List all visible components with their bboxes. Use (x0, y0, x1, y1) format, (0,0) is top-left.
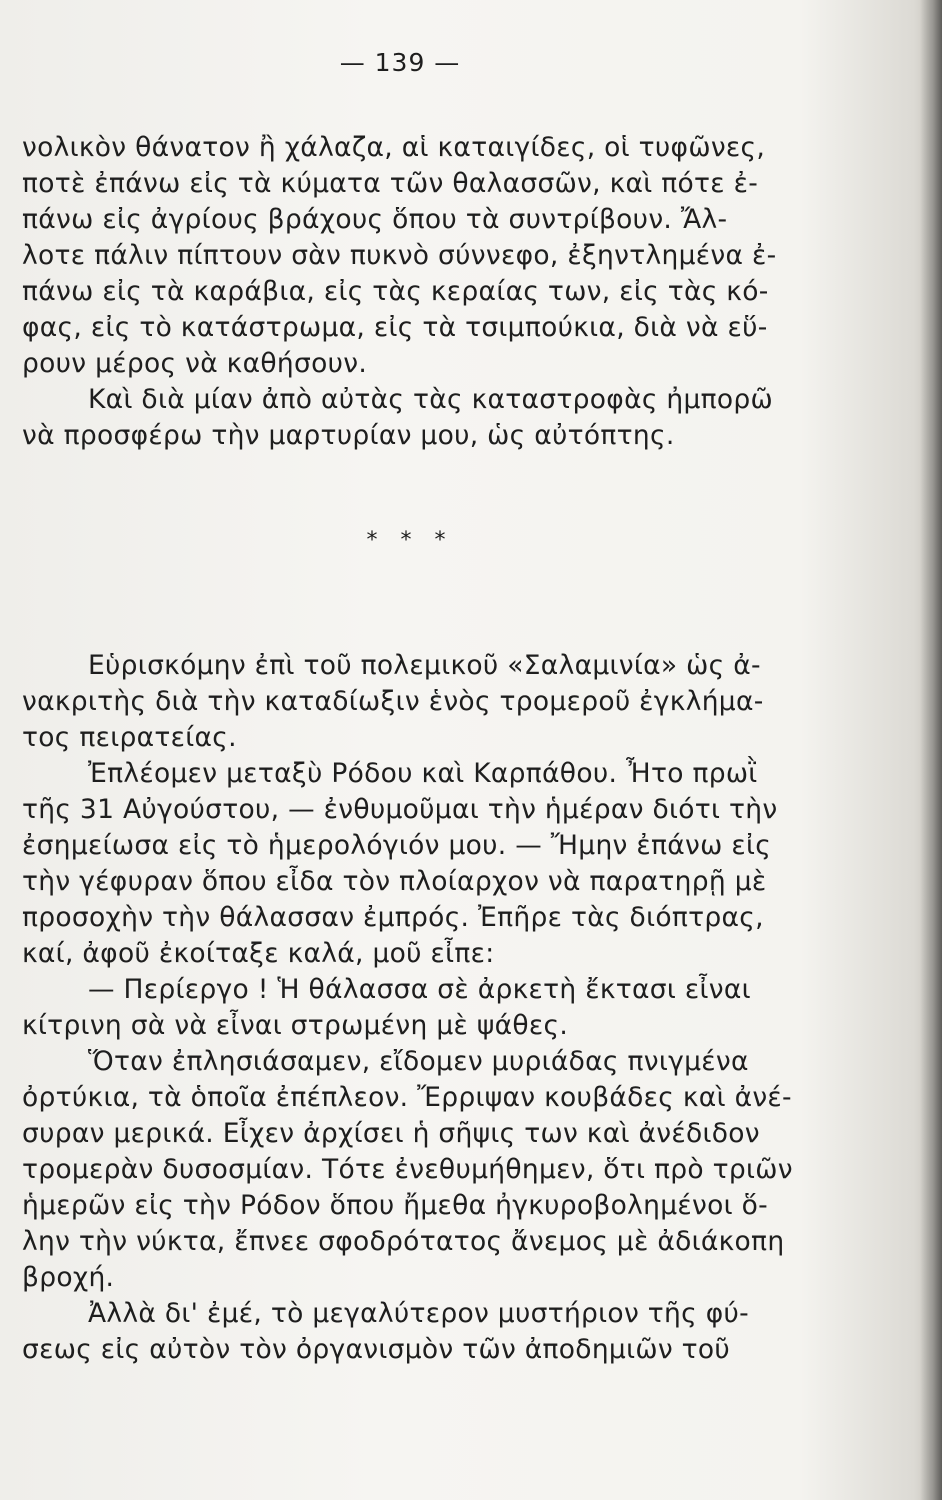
text-line: λην τὴν νύκτα, ἔπνεε σφοδρότατος ἄνεμος μὲ ἀδιάκοπη (22, 1226, 785, 1257)
text-block-2 (22, 648, 822, 1368)
text-line: βροχή. (22, 1262, 115, 1293)
text-line: πάνω εἰς τὰ καράβια, εἰς τὰς κεραίας των, εἰς τὰς κό- (22, 276, 769, 307)
book-spine-shadow (920, 0, 942, 1500)
text-line: Εὑρισκόμην ἐπὶ τοῦ πολεμικοῦ «Σαλαμινία» ὡς ἀ- (88, 650, 761, 681)
text-line: ρουν μέρος νὰ καθήσουν. (22, 348, 368, 379)
text-block-1 (22, 130, 822, 454)
text-line: προσοχὴν τὴν θάλασσαν ἐμπρός. Ἐπῆρε τὰς διόπτρας, (22, 902, 764, 933)
text-line: καί, ἀφοῦ ἐκοίταξε καλά, μοῦ εἶπε: (22, 938, 495, 969)
text-line: Ὅταν ἐπλησιάσαμεν, εἴδομεν μυριάδας πνιγμένα (88, 1046, 749, 1077)
text-line: Ἀλλὰ δι' ἐμέ, τὸ μεγαλύτερον μυστήριον τῆς φύ- (88, 1298, 749, 1329)
text-line: Ἐπλέομεν μεταξὺ Ρόδου καὶ Καρπάθου. Ἦτο πρωῒ (88, 758, 758, 789)
text-line: λοτε πάλιν πίπτουν σὰν πυκνὸ σύννεφο, ἐξηντλημένα ἐ- (22, 240, 777, 271)
text-line: ἐσημείωσα εἰς τὸ ἡμερολόγιόν μου. — Ἤμην ἐπάνω εἰς (22, 830, 772, 861)
text-line: τος πειρατείας. (22, 722, 237, 753)
text-line: κίτρινη σὰ νὰ εἶναι στρωμένη μὲ ψάθες. (22, 1010, 569, 1041)
text-line: πάνω εἰς ἀγρίους βράχους ὅπου τὰ συντρίβουν. Ἄλ- (22, 204, 728, 235)
text-line: φας, εἰς τὸ κατάστρωμα, εἰς τὰ τσιμπούκια, διὰ νὰ εὕ- (22, 312, 768, 343)
text-line: ὀρτύκια, τὰ ὁποῖα ἐπέπλεον. Ἔρριψαν κουβάδες καὶ ἀνέ- (22, 1082, 792, 1113)
section-separator: * * * (366, 528, 454, 553)
text-line: συραν μερικά. Εἶχεν ἀρχίσει ἡ σῆψις των καὶ ἀνέδιδον (22, 1118, 760, 1149)
text-line: τῆς 31 Αὐγούστου, — ἐνθυμοῦμαι τὴν ἡμέραν διότι τὴν (22, 794, 778, 825)
text-line: ἡμερῶν εἰς τὴν Ρόδον ὅπου ἤμεθα ἠγκυροβολημένοι ὅ- (22, 1190, 768, 1221)
text-line: νακριτὴς διὰ τὴν καταδίωξιν ἑνὸς τρομεροῦ ἐγκλήμα- (22, 686, 764, 717)
text-line: ποτὲ ἐπάνω εἰς τὰ κύματα τῶν θαλασσῶν, καὶ πότε ἐ- (22, 168, 759, 199)
text-line: σεως εἰς αὐτὸν τὸν ὀργανισμὸν τῶν ἀποδημιῶν τοῦ (22, 1334, 731, 1365)
text-line: — Περίεργο ! Ἡ θάλασσα σὲ ἀρκετὴ ἔκτασι εἶναι (88, 974, 751, 1005)
text-line: τρομερὰν δυσοσμίαν. Τότε ἐνεθυμήθημεν, ὅτι πρὸ τριῶν (22, 1154, 793, 1185)
text-line: τὴν γέφυραν ὅπου εἶδα τὸν πλοίαρχον νὰ παρατηρῇ μὲ (22, 866, 767, 897)
text-line: Καὶ διὰ μίαν ἀπὸ αὐτὰς τὰς καταστροφὰς ἠμπορῶ (88, 384, 774, 415)
page-number: — 139 — (339, 48, 461, 77)
text-line: νὰ προσφέρω τὴν μαρτυρίαν μου, ὡς αὐτόπτης. (22, 420, 675, 451)
text-line: νολικὸν θάνατον ἢ χάλαζα, αἱ καταιγίδες, οἱ τυφῶνες, (22, 132, 766, 163)
